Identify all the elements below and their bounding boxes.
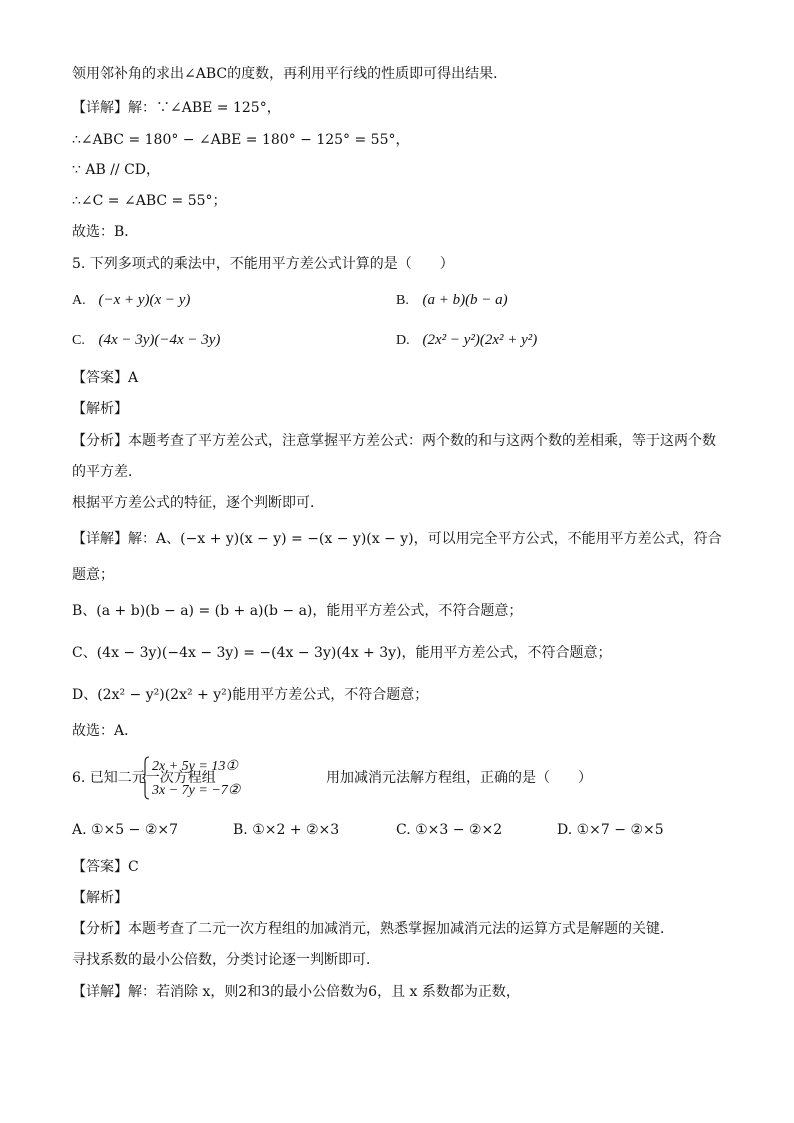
text-line: 领用邻补角的求出∠ABC的度数，再利用平行线的性质即可得出结果． xyxy=(72,66,508,82)
q6-option-d: D. ①×7 − ②×5 xyxy=(557,822,664,838)
q6-option-c: C. ①×3 − ②×2 xyxy=(396,822,503,838)
text-line: 故选：A． xyxy=(72,723,139,739)
text-line: 【分析】本题考查了二元一次方程组的加减消元，熟悉掌握加减消元法的运算方式是解题的关键． xyxy=(72,921,674,937)
q5-option-d xyxy=(396,330,537,351)
q6-option-b: B. ①×2 + ②×3 xyxy=(233,822,340,838)
option-expression: (a + b)(b − a) xyxy=(422,292,508,308)
q6-option-a: A. ①×5 − ②×7 xyxy=(72,822,179,838)
answer-label: 【答案】A xyxy=(72,370,139,386)
text-line: ∴∠ABC = 180° − ∠ABE = 180° − 125° = 55°， xyxy=(72,132,410,148)
equation-2: 3x − 7y = −7② xyxy=(152,783,241,798)
q5-option-a xyxy=(72,290,190,311)
option-expression: (2x² − y²)(2x² + y²) xyxy=(422,332,538,348)
text-line: D、(2x² − y²)(2x² + y²)能用平方差公式，不符合题意； xyxy=(72,687,429,703)
text-line: B、(a + b)(b − a) = (b + a)(b − a)，能用平方差公式，不符合题意； xyxy=(72,603,523,619)
q5-option-b xyxy=(396,290,508,311)
text-line: 【详解】解：A、(−x + y)(x − y) = −(x − y)(x − y)，可以用完全平方公式，不能用平方差公式，符合 xyxy=(72,531,722,547)
text-line: 【分析】本题考查了平方差公式，注意掌握平方差公式：两个数的和与这两个数的差相乘，等于这两个数 xyxy=(72,433,716,449)
answer-label: 【答案】C xyxy=(72,859,139,875)
text-line: 【详解】解：若消除 x，则2和3的最小公倍数为6，且 x 系数都为正数， xyxy=(72,984,520,1000)
text-line: 寻找系数的最小公倍数，分类讨论逐一判断即可． xyxy=(72,952,380,968)
option-label: D. xyxy=(396,333,410,348)
question-5-stem: 5. 下列多项式的乘法中，不能用平方差公式计算的是（ ） xyxy=(72,256,454,272)
option-label: B. xyxy=(396,293,409,308)
text-line: C、(4x − 3y)(−4x − 3y) = −(4x − 3y)(4x + 3y)，能用平方差公式，不符合题意； xyxy=(72,645,612,661)
question-6-stem-suffix: 用加减消元法解方程组，正确的是（ ） xyxy=(326,770,592,786)
q5-option-c xyxy=(72,330,220,351)
analysis-heading: 【解析】 xyxy=(72,890,128,906)
text-line: 【详解】解：∵∠ABE = 125°， xyxy=(72,100,281,116)
option-expression: (4x − 3y)(−4x − 3y) xyxy=(98,332,221,348)
equation-1: 2x + 5y = 13① xyxy=(152,759,238,774)
text-line: ∵ AB // CD， xyxy=(72,162,161,178)
text-line: ∴∠C = ∠ABC = 55°； xyxy=(72,193,227,209)
text-line: 的平方差． xyxy=(72,464,142,480)
option-expression: (−x + y)(x − y) xyxy=(98,292,191,308)
question-6-stem-prefix: 6. 已知二元一次方程组 xyxy=(72,770,216,786)
option-label: C. xyxy=(72,333,85,348)
text-line: 题意； xyxy=(72,567,114,583)
option-label: A. xyxy=(72,293,86,308)
analysis-heading: 【解析】 xyxy=(72,401,128,417)
text-line: 根据平方差公式的特征，逐个判断即可． xyxy=(72,495,324,511)
text-line: 故选：B． xyxy=(72,224,139,240)
system-brace-icon xyxy=(142,756,150,800)
